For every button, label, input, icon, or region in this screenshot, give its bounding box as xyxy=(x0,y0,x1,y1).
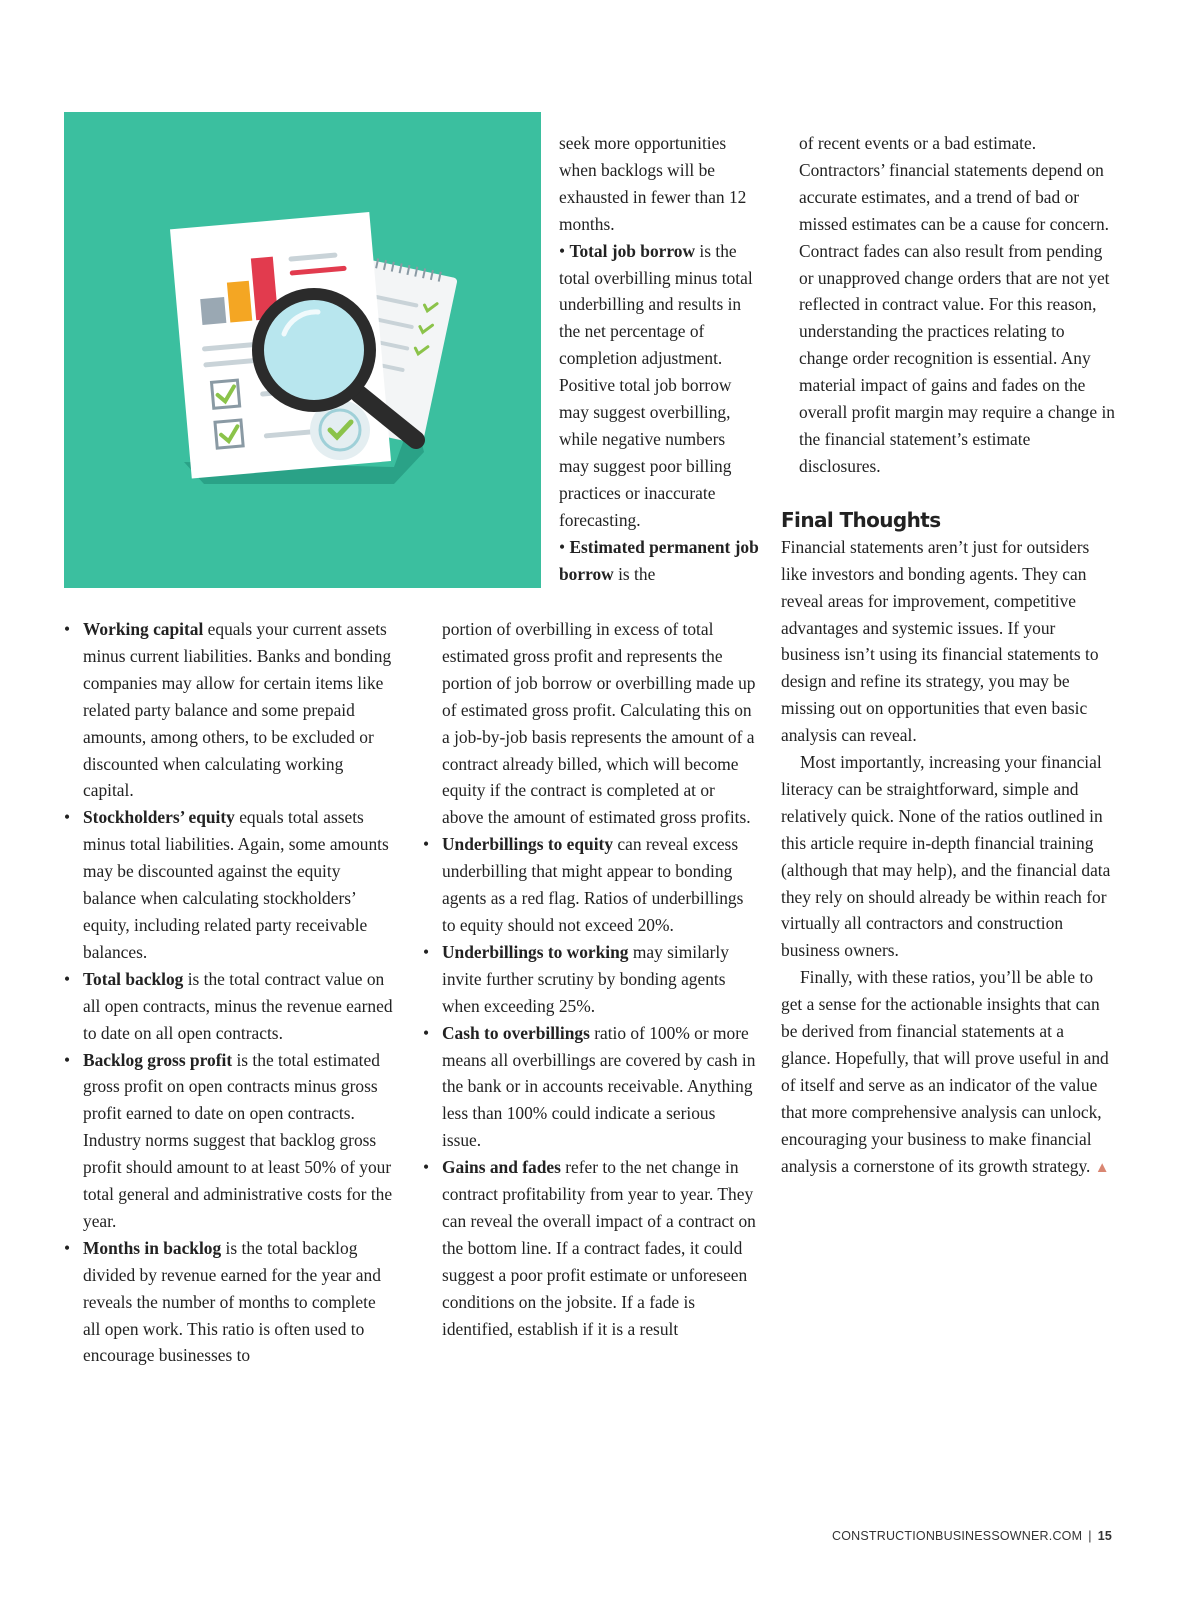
continued-paragraph: seek more opportunities when backlogs will be exhausted in fewer than 12 months. xyxy=(559,133,747,234)
continued-paragraph: of recent events or a bad estimate. Contractors’ financial statements depend on accurate estimates, and a trend of bad or missed estimates can be a cause for concern. Contract fades can also result from pending or unapproved change orders that are not yet reflected in contract value. For this reason, understanding the practices relating to change order recognition is essential. Any material impact of gains and fades on the overall profit margin may require a change in the financial statement’s estimate disclosures. xyxy=(799,133,1115,476)
column-c xyxy=(781,130,1116,1182)
term-total-job-borrow: Total job borrow xyxy=(569,240,696,261)
ratio-list-b xyxy=(423,831,758,1342)
list-item: • Stockholders’ equity equals total assets minus total liabilities. Again, some amounts may be discounted against the equity balance when calculating stockholders’ equity, including related party receivable balances. xyxy=(64,804,394,965)
list-item: • Backlog gross profit is the total estimated gross profit on open contracts minus gross profit earned to date on open contracts. Industry norms suggest that backlog gross profit should amount to at least 50% of your total general and administrative costs for the year. xyxy=(64,1047,394,1235)
list-item: • Months in backlog is the total backlog divided by revenue earned for the year and reveals the number of months to complete all open work. This ratio is often used to encourage businesses to xyxy=(64,1235,394,1370)
list-item: • Working capital equals your current assets minus current liabilities. Banks and bonding companies may allow for certain items like related party balance and some prepaid amounts, among others, to be excluded or discounted when calculating working capital. xyxy=(64,616,394,804)
list-item: • Underbillings to equity can reveal excess underbilling that might appear to bonding agents as a red flag. Ratios of underbillings to equity should not exceed 20%. xyxy=(423,831,758,939)
column-a xyxy=(64,616,394,1369)
column-b-top xyxy=(559,130,759,587)
list-item: • Cash to overbillings ratio of 100% or more means all overbillings are covered by cash in the bank or in accounts receivable. Anything less than 100% could indicate a serious issue. xyxy=(423,1020,758,1155)
section-heading: Final Thoughts xyxy=(781,507,941,532)
continued-bullet-text: portion of overbilling in excess of total estimated gross profit and represents the portion of job borrow or overbilling made up of estimated gross profit. Calculating this on a job-by-job basis represents the amount of a contract already billed, which will become equity if the contract is completed at or above the amount of estimated gross profits. xyxy=(442,619,756,828)
paragraph: Financial statements aren’t just for outsiders like investors and bonding agents. They can reveal areas for improvement, competitive advantages and systemic issues. If your business isn’t using its financial statements to design and refine its strategy, you may be missing out on opportunities that even basic analysis can reveal. xyxy=(781,536,1099,746)
document-analysis-illustration xyxy=(64,112,541,588)
bullet-total-job-borrow: • Total job borrow is the total overbilling minus total underbilling and results in the net percentage of completion adjustment. Positive total job borrow may suggest overbilling, while negative numbers may suggest poor billing practices or inaccurate forecasting. xyxy=(559,240,753,530)
website-name: CONSTRUCTIONBUSINESSOWNER.COM xyxy=(831,1529,1083,1543)
article-illustration xyxy=(64,112,541,588)
page-number: 15 xyxy=(1097,1529,1112,1543)
end-mark-icon: ▲ xyxy=(1094,1159,1110,1176)
paragraph: Most importantly, increasing your financial literacy can be straightforward, simple and relatively quick. None of the ratios outlined in this article require in-depth financial training (although that may help), and the financial data they rely on should already be within reach for virtually all contractors and construction business owners. xyxy=(781,752,1111,961)
bullet-estimated-permanent-job-borrow: • Estimated permanent job borrow is the xyxy=(559,536,759,584)
list-item: • Gains and fades refer to the net change in contract profitability from year to year. They can reveal the overall impact of a contract on the bottom line. If a contract fades, it could suggest a poor profit estimate or unforeseen conditions on the jobsite. If a fade is identified, establish if it is a result xyxy=(423,1154,758,1342)
page-footer xyxy=(832,1529,1112,1543)
list-item: • Underbillings to working may similarly invite further scrutiny by bonding agents when exceeding 25%. xyxy=(423,939,758,1020)
footer-separator: | xyxy=(1088,1529,1092,1543)
column-b xyxy=(423,616,758,1342)
paragraph: Finally, with these ratios, you’ll be able to get a sense for the actionable insights that can be derived from financial statements at a glance. Hopefully, that will prove useful in and of itself and serve as an indicator of the value that more comprehensive analysis can unlock, encouraging your business to make financial analysis a cornerstone of its growth strategy. ▲ xyxy=(781,967,1110,1176)
ratio-list-a xyxy=(64,616,394,1369)
term-estimated-permanent-job-borrow: Estimated permanent job borrow xyxy=(559,536,759,584)
list-item: • Total backlog is the total contract value on all open contracts, minus the revenue earned to date on all open contracts. xyxy=(64,966,394,1047)
